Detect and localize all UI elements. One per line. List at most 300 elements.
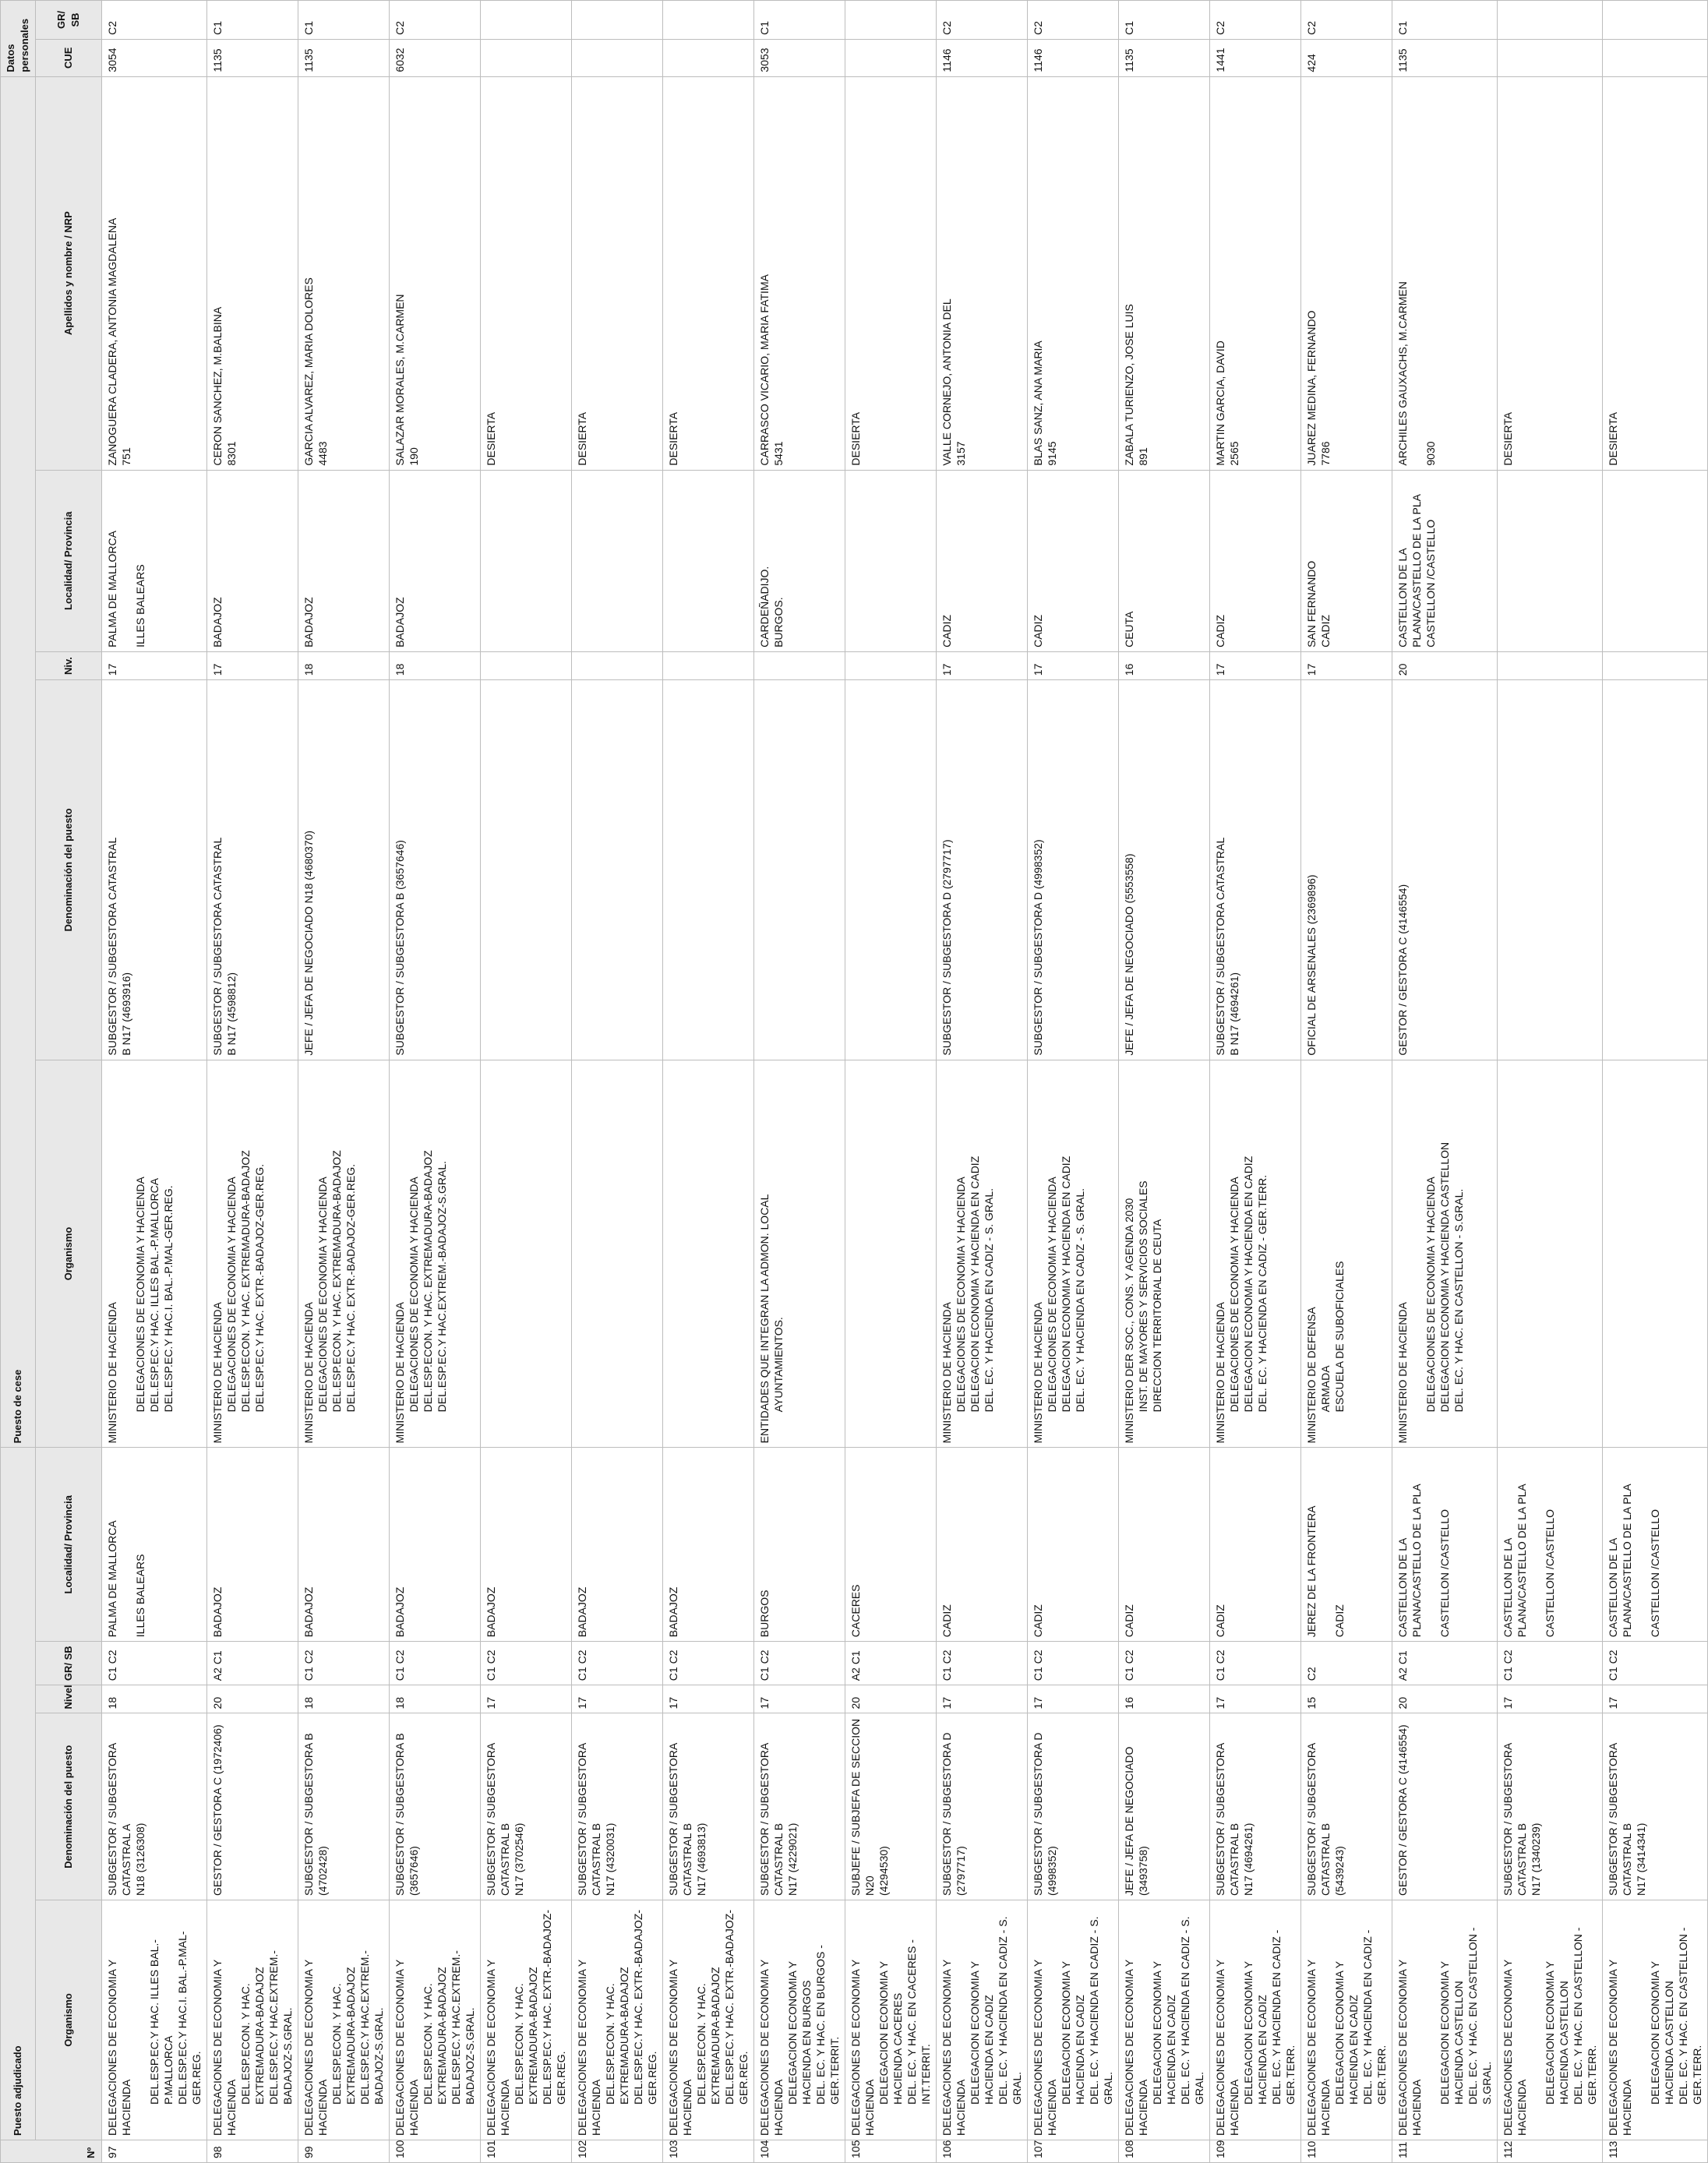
denominacion-adjudicado-line: SUBJEFE / SUBJEFA DE SECCION N20 (849, 1718, 876, 1896)
localidad-adjudicado (845, 1448, 937, 1642)
organismo-adjudicado-line: DELEGACIONES DE ECONOMIA Y HACIENDA (1123, 1960, 1149, 2136)
grsb-adjudicado: C1 C2 (572, 1642, 663, 1685)
localidad-cese (298, 470, 390, 651)
cue: 1135 (1119, 39, 1210, 76)
grsb-personal: C2 (1301, 1, 1392, 40)
row-number: 113 (1603, 2140, 1708, 2162)
organismo-adjudicado-line: DELEGACIONES DE ECONOMIA Y HACIENDA (1214, 1960, 1240, 2136)
denominacion-cese-line: OFICIAL DE ARSENALES (2369896) (1305, 874, 1318, 1056)
row-number: 97 (102, 2140, 207, 2162)
organismo-adjudicado (845, 1900, 937, 2140)
organismo-cese-line: DELEGACIONES DE ECONOMIA Y HACIENDA (1424, 1177, 1437, 1413)
col-header-denominacion-cese: Denominación del puesto (36, 680, 102, 1060)
apellidos-nombre-nrp (572, 76, 663, 470)
organismo-cese (1028, 1060, 1119, 1448)
denominacion-cese (754, 680, 845, 1060)
denominacion-adjudicado-line: N17 (3702546) (513, 1822, 525, 1896)
table-row (1028, 1, 1119, 2163)
nivel-adjudicado: 18 (102, 1685, 207, 1713)
apellidos-nombre-nrp-line: DESIERTA (1607, 411, 1619, 466)
nivel-cese: 17 (102, 651, 207, 679)
localidad-cese (937, 470, 1028, 651)
organismo-adjudicado-line: DEL.ESP.EC.Y HAC.EXTREM.-BADAJOZ-S.GRAL. (358, 1950, 385, 2105)
apellidos-nombre-nrp (754, 76, 845, 470)
apellidos-nombre-nrp-line: DESIERTA (849, 411, 862, 466)
nivel-adjudicado: 20 (845, 1685, 937, 1713)
localidad-adjudicado-line: CASTELLON /CASTELLO (1438, 1509, 1451, 1638)
apellidos-nombre-nrp (102, 76, 207, 470)
organismo-adjudicado-line (1424, 1904, 1438, 2136)
localidad-cese-line: CARDEÑADIJO. (758, 566, 771, 647)
denominacion-cese-line: SUBGESTOR / SUBGESTORA CATASTRAL (106, 837, 118, 1056)
nivel-adjudicado: 16 (1119, 1685, 1210, 1713)
localidad-adjudicado-line: CASTELLON DE LA PLANA/CASTELLO DE LA PLA (1396, 1484, 1423, 1638)
localidad-adjudicado (1210, 1448, 1301, 1642)
row-number: 106 (937, 2140, 1028, 2162)
organismo-cese (1603, 1060, 1708, 1448)
nivel-adjudicado: 18 (390, 1685, 481, 1713)
nivel-adjudicado: 17 (1210, 1685, 1301, 1713)
nivel-cese: 17 (207, 651, 298, 679)
organismo-adjudicado (1028, 1900, 1119, 2140)
grsb-adjudicado: A2 C1 (845, 1642, 937, 1685)
apellidos-nombre-nrp-line: DESIERTA (576, 411, 588, 466)
nivel-adjudicado: 17 (754, 1685, 845, 1713)
grsb-personal: C2 (102, 1, 207, 40)
organismo-adjudicado-line: DELEGACION ECONOMIA Y HACIENDA EN CADIZ (1242, 1961, 1269, 2105)
organismo-adjudicado-line: DELEGACIONES DE ECONOMIA Y HACIENDA (211, 1960, 238, 2136)
nivel-cese: 17 (937, 651, 1028, 679)
nivel-adjudicado: 17 (572, 1685, 663, 1713)
denominacion-adjudicado-line: SUBGESTOR / SUBGESTORA CATASTRAL B (1214, 1743, 1240, 1896)
table-row (390, 1, 481, 2163)
apellidos-nombre-nrp (207, 76, 298, 470)
localidad-adjudicado-line: BADAJOZ (211, 1586, 224, 1638)
denominacion-adjudicado-line: SUBGESTOR / SUBGESTORA B (4702428) (302, 1733, 329, 1896)
grsb-adjudicado: A2 C1 (207, 1642, 298, 1685)
table-row (1392, 1, 1498, 2163)
localidad-adjudicado-line: BADAJOZ (393, 1586, 406, 1638)
nivel-cese: 17 (1028, 651, 1119, 679)
organismo-cese (1498, 1060, 1603, 1448)
table-row (754, 1, 845, 2163)
localidad-cese (102, 470, 207, 651)
row-number: 110 (1301, 2140, 1392, 2162)
grsb-adjudicado: C1 C2 (1498, 1642, 1603, 1685)
organismo-adjudicado (1498, 1900, 1603, 2140)
localidad-adjudicado-line: BURGOS (758, 1590, 771, 1638)
apellidos-nombre-nrp-line: 2565 (1228, 441, 1240, 466)
apellidos-nombre-nrp-line: VALLE CORNEJO, ANTONIA DEL (940, 298, 953, 466)
grsb-personal: C2 (1028, 1, 1119, 40)
cue: 1135 (1392, 39, 1498, 76)
apellidos-nombre-nrp (1392, 76, 1498, 470)
localidad-cese (390, 470, 481, 651)
col-header-denominacion: Denominación del puesto (36, 1713, 102, 1900)
col-header-apellidos: Apellidos y nombre / NRP (36, 76, 102, 470)
organismo-adjudicado-line: DEL. EC. Y HACIENDA EN CADIZ - S. GRAL. (1088, 1916, 1114, 2105)
organismo-cese-line: DELEGACIONES DE ECONOMIA Y HACIENDA (955, 1177, 967, 1413)
localidad-adjudicado (572, 1448, 663, 1642)
organismo-adjudicado-line: DEL.ESP.ECON. Y HAC. EXTREMADURA-BADAJOZ (422, 1967, 448, 2105)
nivel-adjudicado: 17 (663, 1685, 754, 1713)
group-header-cese: Puesto de cese (1, 76, 36, 1448)
organismo-cese-line: MINISTERIO DE DEFENSA (1305, 1307, 1318, 1444)
denominacion-adjudicado-line: SUBGESTOR / SUBGESTORA CATASTRAL B (485, 1743, 511, 1896)
localidad-cese (663, 470, 754, 651)
localidad-cese-line: PALMA DE MALLORCA (106, 531, 118, 647)
localidad-cese (207, 470, 298, 651)
apellidos-nombre-nrp-line: DESIERTA (1502, 411, 1514, 466)
row-number: 104 (754, 2140, 845, 2162)
localidad-cese (572, 470, 663, 651)
apellidos-nombre-nrp (1603, 76, 1708, 470)
organismo-cese-line: INST. DE MAYORES Y SERVICIOS SOCIALES (1137, 1180, 1149, 1413)
localidad-adjudicado (937, 1448, 1028, 1642)
organismo-cese (754, 1060, 845, 1448)
localidad-cese (1498, 470, 1603, 651)
apellidos-nombre-nrp-line: DESIERTA (667, 411, 679, 466)
grsb-personal (1498, 1, 1603, 40)
organismo-adjudicado (1301, 1900, 1392, 2140)
row-number: 102 (572, 2140, 663, 2162)
denominacion-adjudicado-line: N17 (4693813) (695, 1822, 708, 1896)
organismo-cese-line: DEL.ESP.ECON. Y HAC. EXTREMADURA-BADAJOZ (239, 1150, 252, 1413)
denominacion-adjudicado (390, 1713, 481, 1900)
grsb-adjudicado: A2 C1 (1392, 1642, 1498, 1685)
organismo-cese-line: MINISTERIO DE HACIENDA (1032, 1302, 1044, 1444)
apellidos-nombre-nrp-line: 4483 (316, 441, 329, 466)
table-row (845, 1, 937, 2163)
organismo-cese-line: MINISTERIO DE HACIENDA (393, 1302, 406, 1444)
organismo-cese (845, 1060, 937, 1448)
apellidos-nombre-nrp-line: GARCIA ALVAREZ, MARIA DOLORES (302, 277, 315, 466)
localidad-adjudicado (663, 1448, 754, 1642)
denominacion-adjudicado-line: N17 (1340239) (1530, 1822, 1542, 1896)
organismo-adjudicado (937, 1900, 1028, 2140)
organismo-adjudicado-line: DEL.ESP.ECON. Y HAC. EXTREMADURA-BADAJOZ (604, 1967, 630, 2105)
organismo-adjudicado-line: DEL.ESP.EC.Y HAC. EXTR.-BADAJOZ-GER.REG. (541, 1909, 567, 2105)
organismo-cese-line: MINISTERIO DER SOC., CONS. Y AGENDA 2030 (1123, 1198, 1135, 1444)
localidad-adjudicado (1498, 1448, 1603, 1642)
localidad-adjudicado-line: CASTELLON DE LA PLANA/CASTELLO DE LA PLA (1502, 1484, 1528, 1638)
organismo-cese-line: DEL.ESP.EC.Y HAC.EXTREM.-BADAJOZ-S.GRAL. (436, 1160, 448, 1413)
table-row (298, 1, 390, 2163)
denominacion-cese (1603, 680, 1708, 1060)
table-row (1498, 1, 1603, 2163)
localidad-cese-line: CADIZ (1032, 614, 1044, 647)
nivel-cese (663, 651, 754, 679)
col-header-niv-cese: Niv. (36, 651, 102, 679)
cue (845, 39, 937, 76)
denominacion-adjudicado (663, 1713, 754, 1900)
denominacion-cese-line: B N17 (4694261) (1228, 972, 1240, 1056)
cue: 1146 (1028, 39, 1119, 76)
nivel-cese: 17 (1210, 651, 1301, 679)
denominacion-adjudicado (1301, 1713, 1392, 1900)
organismo-adjudicado (1210, 1900, 1301, 2140)
organismo-adjudicado (572, 1900, 663, 2140)
apellidos-nombre-nrp (481, 76, 572, 470)
row-number: 100 (390, 2140, 481, 2162)
grsb-adjudicado: C1 C2 (754, 1642, 845, 1685)
organismo-adjudicado-line: DELEGACIONES DE ECONOMIA Y HACIENDA (485, 1960, 511, 2136)
denominacion-adjudicado-line: SUBGESTOR / SUBGESTORA CATASTRAL A (106, 1743, 132, 1896)
cue: 1135 (298, 39, 390, 76)
apellidos-nombre-nrp-line: 7786 (1319, 441, 1332, 466)
organismo-adjudicado (481, 1900, 572, 2140)
grsb-adjudicado: C1 C2 (1119, 1642, 1210, 1685)
nivel-cese (754, 651, 845, 679)
col-header-grsb-personal: GR/ SB (36, 1, 102, 40)
denominacion-cese-line: SUBGESTOR / SUBGESTORA CATASTRAL (1214, 837, 1226, 1056)
organismo-adjudicado-line: DELEGACION ECONOMIA Y HACIENDA CASTELLON (1544, 1961, 1570, 2105)
table-row (663, 1, 754, 2163)
organismo-adjudicado-line: DELEGACIONES DE ECONOMIA Y HACIENDA (1607, 1960, 1633, 2136)
organismo-cese-line: ENTIDADES QUE INTEGRAN LA ADMON. LOCAL (758, 1194, 771, 1444)
apellidos-nombre-nrp-line: 9145 (1046, 441, 1058, 466)
organismo-adjudicado-line: DELEGACIONES DE ECONOMIA Y HACIENDA (1396, 1960, 1423, 2136)
localidad-cese-line: BADAJOZ (211, 597, 224, 647)
denominacion-adjudicado-line: (4294530) (877, 1846, 890, 1896)
organismo-adjudicado-line: DELEGACION ECONOMIA Y HACIENDA CACERES (877, 1961, 904, 2105)
localidad-adjudicado (1301, 1448, 1392, 1642)
apellidos-nombre-nrp-line: ZABALA TURIENZO, JOSE LUIS (1123, 304, 1135, 466)
organismo-adjudicado-line: DELEGACIONES DE ECONOMIA Y HACIENDA (667, 1960, 693, 2136)
col-header-nivel: Nivel (36, 1685, 102, 1713)
denominacion-adjudicado (102, 1713, 207, 1900)
localidad-adjudicado-line: JEREZ DE LA FRONTERA (1305, 1505, 1318, 1638)
apellidos-nombre-nrp-line: JUAREZ MEDINA, FERNANDO (1305, 310, 1318, 466)
grsb-adjudicado: C1 C2 (1028, 1642, 1119, 1685)
cue: 3053 (754, 39, 845, 76)
denominacion-cese-line: SUBGESTOR / SUBGESTORA D (4998352) (1032, 839, 1044, 1056)
row-number: 103 (663, 2140, 754, 2162)
organismo-cese-line: MINISTERIO DE HACIENDA (211, 1302, 224, 1444)
cue: 1135 (207, 39, 298, 76)
apellidos-nombre-nrp-line: MARTIN GARCIA, DAVID (1214, 341, 1226, 466)
denominacion-adjudicado-line: SUBGESTOR / SUBGESTORA CATASTRAL B (576, 1743, 602, 1896)
grsb-adjudicado: C2 (1301, 1642, 1392, 1685)
localidad-adjudicado-line: CACERES (849, 1584, 862, 1638)
localidad-adjudicado-line: CASTELLON /CASTELLO (1544, 1509, 1556, 1638)
organismo-adjudicado-line: DEL. EC. Y HAC. EN CASTELLON - GER.TERR. (1572, 1927, 1598, 2105)
nivel-cese (1603, 651, 1708, 679)
table-row (207, 1, 298, 2163)
apellidos-nombre-nrp-line: SALAZAR MORALES, M.CARMEN (393, 294, 406, 466)
denominacion-cese-line: JEFE / JEFA DE NEGOCIADO (5553558) (1123, 853, 1135, 1056)
organismo-adjudicado-line: DELEGACIONES DE ECONOMIA Y HACIENDA (849, 1960, 876, 2136)
denominacion-cese-line: GESTOR / GESTORA C (4146554) (1396, 884, 1409, 1056)
row-number: 98 (207, 2140, 298, 2162)
localidad-adjudicado-line: CADIZ (1123, 1604, 1135, 1638)
denominacion-adjudicado (572, 1713, 663, 1900)
grsb-adjudicado: C1 C2 (663, 1642, 754, 1685)
grsb-personal (1603, 1, 1708, 40)
localidad-cese-line: CADIZ (1319, 614, 1332, 647)
cue: 6032 (390, 39, 481, 76)
apellidos-nombre-nrp-line: DESIERTA (485, 411, 497, 466)
denominacion-adjudicado-line: N17 (4320031) (604, 1822, 616, 1896)
denominacion-cese-line: SUBGESTOR / SUBGESTORA CATASTRAL (211, 837, 224, 1056)
nivel-adjudicado: 20 (1392, 1685, 1498, 1713)
localidad-cese (1603, 470, 1708, 651)
localidad-cese-line: CEUTA (1123, 611, 1135, 647)
organismo-adjudicado-line: DELEGACIONES DE ECONOMIA Y HACIENDA (1305, 1960, 1332, 2136)
grsb-personal: C1 (754, 1, 845, 40)
table-row (572, 1, 663, 2163)
localidad-adjudicado-line (1318, 1452, 1332, 1637)
localidad-cese-line: CASTELLON /CASTELLO (1424, 519, 1437, 647)
cue (481, 39, 572, 76)
apellidos-nombre-nrp-line: CERON SANCHEZ, M.BALBINA (211, 306, 224, 466)
nivel-adjudicado: 17 (937, 1685, 1028, 1713)
nivel-cese: 17 (1301, 651, 1392, 679)
cue: 3054 (102, 39, 207, 76)
denominacion-adjudicado-line: N17 (4229021) (786, 1822, 799, 1896)
localidad-adjudicado-line: CADIZ (1333, 1604, 1346, 1638)
col-header-grsb: GR/ SB (36, 1642, 102, 1685)
organismo-cese-line: DELEGACION ECONOMIA Y HACIENDA EN CADIZ (969, 1156, 981, 1413)
table-row (1210, 1, 1301, 2163)
organismo-adjudicado-line: DEL.ESP.EC.Y HAC.EXTREM.-BADAJOZ-S.GRAL. (450, 1950, 476, 2105)
denominacion-cese (1392, 680, 1498, 1060)
grsb-personal: C2 (1210, 1, 1301, 40)
organismo-adjudicado-line: DEL. EC. Y HACIENDA EN CADIZ - S. GRAL. (997, 1916, 1023, 2105)
row-number: 107 (1028, 2140, 1119, 2162)
organismo-cese-line (1410, 1064, 1424, 1444)
apellidos-nombre-nrp-line: 9030 (1424, 441, 1437, 466)
organismo-cese (481, 1060, 572, 1448)
localidad-cese-line: CADIZ (1214, 614, 1226, 647)
localidad-adjudicado-line (1424, 1452, 1438, 1637)
organismo-cese-line: DEL.ESP.ECON. Y HAC. EXTREMADURA-BADAJOZ (330, 1150, 343, 1413)
localidad-adjudicado-line: CASTELLON /CASTELLO (1649, 1509, 1661, 1638)
denominacion-cese (663, 680, 754, 1060)
organismo-adjudicado (754, 1900, 845, 2140)
denominacion-cese (390, 680, 481, 1060)
grsb-adjudicado: C1 C2 (481, 1642, 572, 1685)
organismo-cese-line: DEL.ESP.EC.Y HAC.I. BAL.-P.MAL-GER.REG. (162, 1185, 175, 1413)
denominacion-adjudicado (1119, 1713, 1210, 1900)
localidad-cese (481, 470, 572, 651)
organismo-cese-line: DELEGACIONES DE ECONOMIA Y HACIENDA (316, 1177, 329, 1413)
denominacion-cese (1301, 680, 1392, 1060)
apellidos-nombre-nrp-line: 891 (1137, 447, 1149, 466)
organismo-adjudicado-line: DELEGACIONES DE ECONOMIA Y HACIENDA (940, 1960, 967, 2136)
apellidos-nombre-nrp-line: 751 (120, 447, 132, 466)
apellidos-nombre-nrp-line (1410, 81, 1424, 466)
localidad-cese-line: CADIZ (940, 614, 953, 647)
table-row (481, 1, 572, 2163)
localidad-cese-line: BADAJOZ (302, 597, 315, 647)
apellidos-nombre-nrp (390, 76, 481, 470)
apellidos-nombre-nrp (1301, 76, 1392, 470)
organismo-adjudicado-line: DEL. EC. Y HAC. EN CASTELLON - GER.TERR. (1677, 1927, 1703, 2105)
organismo-cese-line: MINISTERIO DE HACIENDA (940, 1302, 953, 1444)
organismo-cese (1119, 1060, 1210, 1448)
organismo-cese (390, 1060, 481, 1448)
organismo-adjudicado-line: DELEGACIONES DE ECONOMIA Y HACIENDA (106, 1960, 132, 2136)
row-number: 105 (845, 2140, 937, 2162)
organismo-adjudicado-line: DELEGACION ECONOMIA Y HACIENDA EN CADIZ (1333, 1961, 1360, 2105)
nivel-adjudicado: 18 (298, 1685, 390, 1713)
cue: 1441 (1210, 39, 1301, 76)
denominacion-adjudicado-line: N17 (3414341) (1635, 1822, 1647, 1896)
col-header-localidad-cese: Localidad/ Provincia (36, 470, 102, 651)
apellidos-nombre-nrp-line: ZANOGUERA CLADERA, ANTONIA MAGDALENA (106, 217, 118, 466)
organismo-adjudicado-line: DEL.ESP.ECON. Y HAC. EXTREMADURA-BADAJOZ (695, 1967, 722, 2105)
table-row (1603, 1, 1708, 2163)
col-header-localidad: Localidad/ Provincia (36, 1448, 102, 1642)
table-row (937, 1, 1028, 2163)
denominacion-adjudicado-line: SUBGESTOR / SUBGESTORA CATASTRAL B (1502, 1743, 1528, 1896)
organismo-cese-line: DELEGACIONES DE ECONOMIA Y HACIENDA (1228, 1177, 1240, 1413)
denominacion-adjudicado-line: SUBGESTOR / SUBGESTORA B (3657646) (393, 1733, 420, 1896)
grsb-personal: C1 (298, 1, 390, 40)
localidad-adjudicado-line: BADAJOZ (485, 1586, 497, 1638)
organismo-cese-line: DELEGACION ECONOMIA Y HACIENDA EN CADIZ (1242, 1156, 1255, 1413)
table-body (102, 1, 1708, 2163)
apellidos-nombre-nrp-line: 8301 (225, 441, 238, 466)
organismo-cese-line: DEL. EC. Y HAC. EN CASTELLON - S.GRAL. (1452, 1188, 1465, 1413)
col-header-cue: CUE (36, 39, 102, 76)
denominacion-adjudicado-line: JEFE / JEFA DE NEGOCIADO (3493758) (1123, 1746, 1149, 1896)
denominacion-adjudicado (1392, 1713, 1498, 1900)
localidad-adjudicado-line (1634, 1452, 1648, 1637)
apellidos-nombre-nrp-line: ARCHILES GAUXACHS, M.CARMEN (1396, 281, 1409, 466)
grsb-personal (663, 1, 754, 40)
apellidos-nombre-nrp (1498, 76, 1603, 470)
col-header-num: Nº (1, 2140, 102, 2162)
localidad-cese-line: BADAJOZ (393, 597, 406, 647)
grsb-personal (572, 1, 663, 40)
organismo-adjudicado (1119, 1900, 1210, 2140)
organismo-cese-line: DELEGACIONES DE ECONOMIA Y HACIENDA (408, 1177, 420, 1413)
organismo-adjudicado-line: DELEGACIONES DE ECONOMIA Y HACIENDA (1502, 1960, 1528, 2136)
localidad-cese-line: ILLES BALEARS (134, 564, 146, 647)
denominacion-adjudicado-line: GESTOR / GESTORA C (1972406) (211, 1724, 224, 1896)
grsb-personal: C1 (1119, 1, 1210, 40)
organismo-cese-line: DELEGACIONES DE ECONOMIA Y HACIENDA (134, 1177, 146, 1413)
localidad-adjudicado (1119, 1448, 1210, 1642)
grsb-adjudicado: C1 C2 (937, 1642, 1028, 1685)
denominacion-adjudicado (754, 1713, 845, 1900)
organismo-adjudicado-line: DEL.ESP.EC.Y HAC. EXTR.-BADAJOZ-GER.REG. (632, 1909, 658, 2105)
organismo-cese-line: DEL.ESP.ECON. Y HAC. EXTREMADURA-BADAJOZ (422, 1150, 434, 1413)
localidad-adjudicado-line (1529, 1452, 1543, 1637)
apellidos-nombre-nrp-line: CARRASCO VICARIO, MARIA FATIMA (758, 274, 771, 466)
denominacion-cese (1498, 680, 1603, 1060)
localidad-adjudicado (207, 1448, 298, 1642)
organismo-cese-line: DEL. EC. Y HACIENDA EN CADIZ - S. GRAL. (983, 1187, 995, 1413)
denominacion-cese (937, 680, 1028, 1060)
apellidos-nombre-nrp-line: 190 (408, 447, 420, 466)
cue (1498, 39, 1603, 76)
organismo-adjudicado (390, 1900, 481, 2140)
nivel-cese: 20 (1392, 651, 1498, 679)
denominacion-cese (102, 680, 207, 1060)
localidad-adjudicado (298, 1448, 390, 1642)
denominacion-cese (298, 680, 390, 1060)
apellidos-nombre-nrp (1119, 76, 1210, 470)
denominacion-adjudicado-line: N17 (4694261) (1242, 1822, 1255, 1896)
organismo-adjudicado-line: DEL.ESP.EC.Y HAC.EXTREM.-BADAJOZ-S.GRAL. (267, 1950, 294, 2105)
localidad-cese (1210, 470, 1301, 651)
localidad-adjudicado (1028, 1448, 1119, 1642)
nivel-adjudicado: 17 (1028, 1685, 1119, 1713)
grsb-personal (481, 1, 572, 40)
